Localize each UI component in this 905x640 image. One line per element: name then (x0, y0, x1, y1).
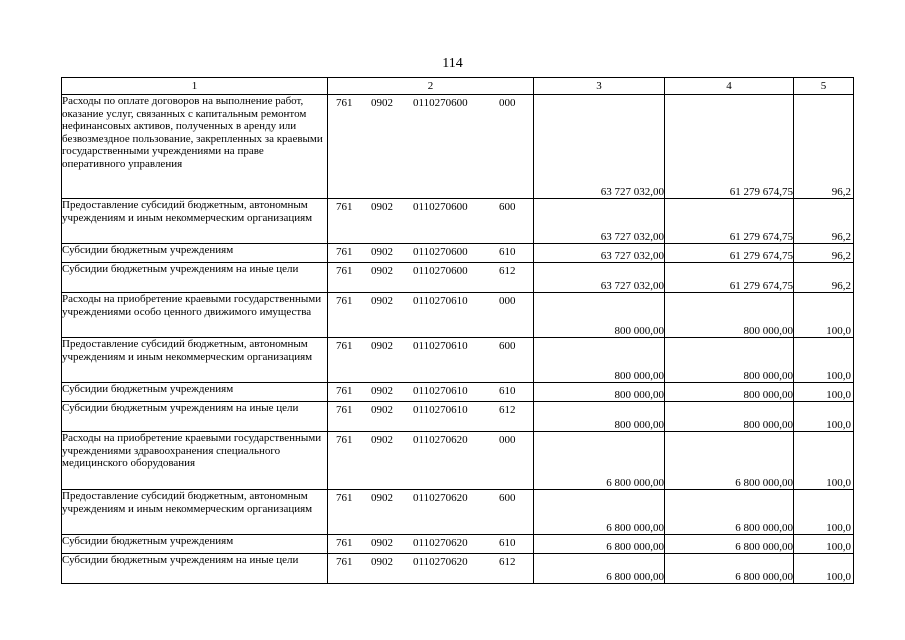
planned-amount: 6 800 000,00 (534, 490, 665, 535)
execution-percent: 100,0 (794, 338, 854, 383)
row-codes (328, 338, 534, 383)
code-target: 0110270610 (413, 404, 468, 416)
table-row (62, 490, 854, 535)
code-target: 0110270620 (413, 556, 468, 568)
row-description: Расходы на приобретение краевыми государственными учреждениями особо ценного движимого имущества (62, 293, 328, 338)
execution-percent: 100,0 (794, 383, 854, 402)
code-section: 0902 (371, 537, 393, 549)
table-row (62, 402, 854, 432)
table-row (62, 535, 854, 554)
table-row (62, 244, 854, 263)
row-description: Предоставление субсидий бюджетным, автономным учреждениям и иным некоммерческим организациям (62, 199, 328, 244)
row-codes (328, 95, 534, 199)
execution-percent: 96,2 (794, 244, 854, 263)
row-codes (328, 554, 534, 584)
code-expense-type: 600 (499, 201, 516, 213)
code-target: 0110270600 (413, 246, 468, 258)
executed-amount: 6 800 000,00 (665, 432, 794, 490)
code-admin: 761 (336, 556, 353, 568)
row-codes (328, 293, 534, 338)
code-section: 0902 (371, 246, 393, 258)
table-row (62, 199, 854, 244)
code-expense-type: 612 (499, 556, 516, 568)
code-expense-type: 600 (499, 492, 516, 504)
row-description: Субсидии бюджетным учреждениям на иные цели (62, 402, 328, 432)
planned-amount: 63 727 032,00 (534, 199, 665, 244)
row-codes (328, 383, 534, 402)
code-section: 0902 (371, 404, 393, 416)
row-description: Предоставление субсидий бюджетным, автономным учреждениям и иным некоммерческим организациям (62, 490, 328, 535)
code-section: 0902 (371, 201, 393, 213)
table-row (62, 293, 854, 338)
code-section: 0902 (371, 434, 393, 446)
table-row (62, 95, 854, 199)
planned-amount: 800 000,00 (534, 293, 665, 338)
planned-amount: 800 000,00 (534, 338, 665, 383)
code-admin: 761 (336, 340, 353, 352)
page-number: 114 (442, 56, 463, 71)
executed-amount: 6 800 000,00 (665, 490, 794, 535)
code-section: 0902 (371, 340, 393, 352)
code-target: 0110270610 (413, 385, 468, 397)
planned-amount: 6 800 000,00 (534, 554, 665, 584)
row-codes (328, 490, 534, 535)
code-target: 0110270600 (413, 265, 468, 277)
code-section: 0902 (371, 385, 393, 397)
row-description: Субсидии бюджетным учреждениям на иные цели (62, 263, 328, 293)
executed-amount: 800 000,00 (665, 383, 794, 402)
execution-percent: 96,2 (794, 199, 854, 244)
code-target: 0110270600 (413, 201, 468, 213)
code-expense-type: 612 (499, 404, 516, 416)
code-admin: 761 (336, 265, 353, 277)
code-expense-type: 000 (499, 97, 516, 109)
executed-amount: 61 279 674,75 (665, 263, 794, 293)
executed-amount: 61 279 674,75 (665, 95, 794, 199)
code-admin: 761 (336, 246, 353, 258)
executed-amount: 800 000,00 (665, 293, 794, 338)
execution-percent: 96,2 (794, 95, 854, 199)
code-target: 0110270620 (413, 492, 468, 504)
executed-amount: 6 800 000,00 (665, 554, 794, 584)
header-row (62, 78, 854, 95)
code-section: 0902 (371, 265, 393, 277)
execution-percent: 100,0 (794, 293, 854, 338)
code-target: 0110270620 (413, 537, 468, 549)
table-row (62, 263, 854, 293)
planned-amount: 800 000,00 (534, 383, 665, 402)
row-codes (328, 402, 534, 432)
execution-percent: 100,0 (794, 535, 854, 554)
planned-amount: 6 800 000,00 (534, 432, 665, 490)
row-codes (328, 432, 534, 490)
code-expense-type: 000 (499, 295, 516, 307)
code-expense-type: 000 (499, 434, 516, 446)
header-col-4: 4 (665, 78, 794, 95)
executed-amount: 800 000,00 (665, 338, 794, 383)
code-expense-type: 610 (499, 385, 516, 397)
executed-amount: 800 000,00 (665, 402, 794, 432)
code-admin: 761 (336, 434, 353, 446)
header-col-2: 2 (328, 78, 534, 95)
planned-amount: 63 727 032,00 (534, 263, 665, 293)
row-description: Субсидии бюджетным учреждениям (62, 383, 328, 402)
table-body (62, 95, 854, 584)
table-row (62, 338, 854, 383)
row-description: Субсидии бюджетным учреждениям (62, 244, 328, 263)
execution-percent: 96,2 (794, 263, 854, 293)
executed-amount: 61 279 674,75 (665, 244, 794, 263)
code-admin: 761 (336, 97, 353, 109)
header-col-3: 3 (534, 78, 665, 95)
code-admin: 761 (336, 385, 353, 397)
planned-amount: 63 727 032,00 (534, 244, 665, 263)
planned-amount: 800 000,00 (534, 402, 665, 432)
row-description: Предоставление субсидий бюджетным, автономным учреждениям и иным некоммерческим организациям (62, 338, 328, 383)
row-description: Субсидии бюджетным учреждениям на иные цели (62, 554, 328, 584)
execution-percent: 100,0 (794, 490, 854, 535)
row-codes (328, 263, 534, 293)
code-section: 0902 (371, 556, 393, 568)
code-admin: 761 (336, 201, 353, 213)
header-col-1: 1 (62, 78, 328, 95)
code-expense-type: 600 (499, 340, 516, 352)
code-expense-type: 610 (499, 537, 516, 549)
table-row (62, 554, 854, 584)
code-admin: 761 (336, 404, 353, 416)
budget-table (61, 77, 854, 584)
executed-amount: 6 800 000,00 (665, 535, 794, 554)
code-expense-type: 612 (499, 265, 516, 277)
header-col-5: 5 (794, 78, 854, 95)
code-admin: 761 (336, 295, 353, 307)
code-section: 0902 (371, 492, 393, 504)
executed-amount: 61 279 674,75 (665, 199, 794, 244)
table-row (62, 383, 854, 402)
code-section: 0902 (371, 97, 393, 109)
execution-percent: 100,0 (794, 554, 854, 584)
planned-amount: 6 800 000,00 (534, 535, 665, 554)
code-admin: 761 (336, 537, 353, 549)
code-target: 0110270620 (413, 434, 468, 446)
execution-percent: 100,0 (794, 402, 854, 432)
code-target: 0110270610 (413, 295, 468, 307)
code-target: 0110270600 (413, 97, 468, 109)
row-codes (328, 199, 534, 244)
row-codes (328, 244, 534, 263)
code-admin: 761 (336, 492, 353, 504)
code-target: 0110270610 (413, 340, 468, 352)
code-expense-type: 610 (499, 246, 516, 258)
row-description: Расходы по оплате договоров на выполнение работ, оказание услуг, связанных с капитальным ремонтом нефинансовых активов, полученных в аренду или безвозмездное пользование, закрепленных за краевыми государственными учреждениями на праве оперативного управления (62, 95, 328, 199)
row-codes (328, 535, 534, 554)
table-row (62, 432, 854, 490)
execution-percent: 100,0 (794, 432, 854, 490)
row-description: Расходы на приобретение краевыми государственными учреждениями здравоохранения специального медицинского оборудования (62, 432, 328, 490)
code-section: 0902 (371, 295, 393, 307)
row-description: Субсидии бюджетным учреждениям (62, 535, 328, 554)
planned-amount: 63 727 032,00 (534, 95, 665, 199)
